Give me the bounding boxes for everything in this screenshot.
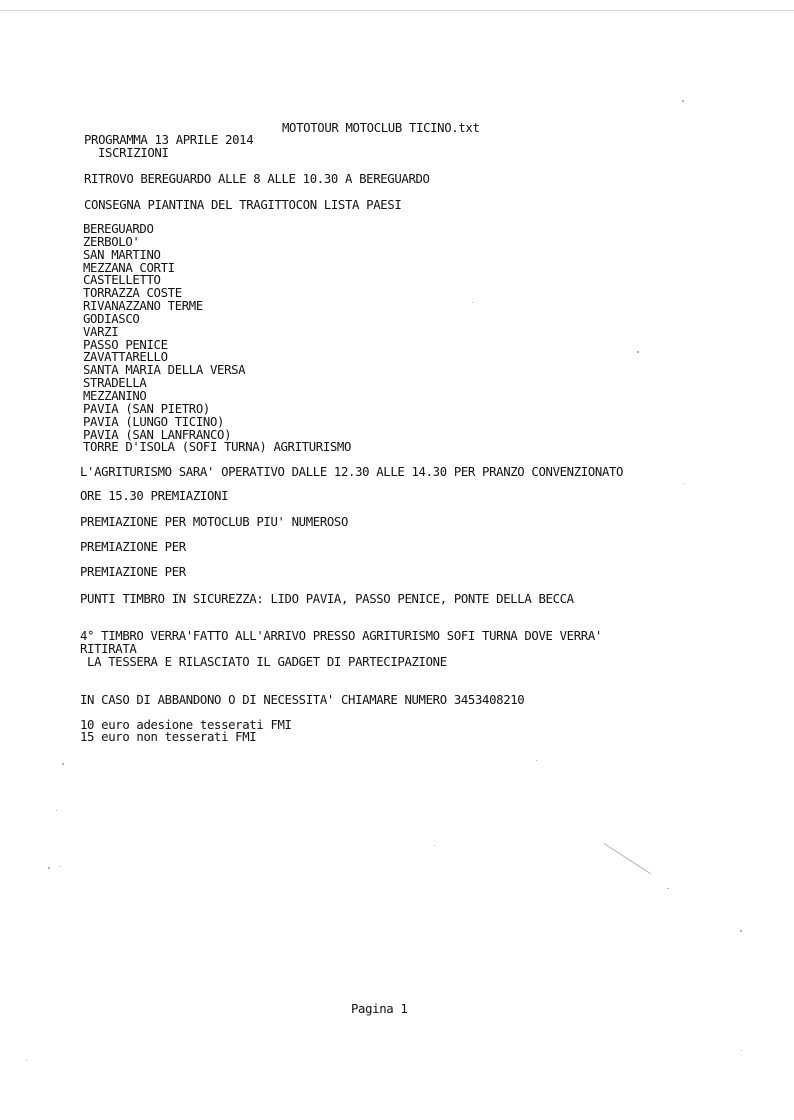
checkpoints-info: PUNTI TIMBRO IN SICUREZZA: LIDO PAVIA, PASSO PENICE, PONTE DELLA BECCA bbox=[80, 592, 574, 606]
fourth-stamp-line: 4° TIMBRO VERRA'FATTO ALL'ARRIVO PRESSO AGRITURISMO SOFI TURNA DOVE VERRA' bbox=[80, 629, 602, 643]
town-item: PAVIA (SAN PIETRO) bbox=[83, 401, 210, 416]
program-date: PROGRAMMA 13 APRILE 2014 bbox=[84, 133, 254, 147]
scan-scratch bbox=[604, 843, 652, 874]
town-item: RIVANAZZANO TERME bbox=[83, 299, 203, 314]
scan-speck bbox=[60, 866, 61, 867]
fee-non-member: 15 euro non tesserati FMI bbox=[80, 730, 257, 744]
town-item: PAVIA (LUNGO TICINO) bbox=[83, 414, 225, 429]
town-item: CASTELLETTO bbox=[83, 273, 161, 288]
town-item: PASSO PENICE bbox=[83, 337, 168, 352]
town-item: MEZZANINO bbox=[83, 388, 147, 403]
scan-speck bbox=[741, 1050, 742, 1051]
scan-speck bbox=[684, 483, 685, 484]
registrations-heading: ISCRIZIONI bbox=[98, 146, 169, 160]
scan-speck bbox=[434, 845, 435, 846]
scan-speck bbox=[536, 760, 537, 761]
award-line: PREMIAZIONE PER bbox=[80, 565, 186, 579]
town-item: GODIASCO bbox=[83, 311, 140, 326]
emergency-contact: IN CASO DI ABBANDONO O DI NECESSITA' CHIAMARE NUMERO 3453408210 bbox=[80, 693, 525, 707]
town-item: PAVIA (SAN LANFRANCO) bbox=[83, 427, 232, 442]
scan-speck bbox=[48, 867, 50, 869]
town-item: TORRAZZA COSTE bbox=[83, 286, 182, 301]
scan-speck bbox=[682, 100, 684, 102]
scan-speck bbox=[26, 1060, 27, 1061]
map-delivery-info: CONSEGNA PIANTINA DEL TRAGITTOCON LISTA PAESI bbox=[84, 198, 402, 212]
fee-member: 10 euro adesione tesserati FMI bbox=[80, 718, 292, 732]
scan-speck bbox=[62, 763, 64, 765]
meeting-info: RITROVO BEREGUARDO ALLE 8 ALLE 10.30 A BEREGUARDO bbox=[84, 172, 430, 186]
page-number: Pagina 1 bbox=[351, 1002, 408, 1016]
town-item: STRADELLA bbox=[83, 376, 147, 391]
town-item: SAN MARTINO bbox=[83, 247, 161, 262]
document-title: MOTOTOUR MOTOCLUB TICINO.txt bbox=[282, 121, 480, 135]
town-item: ZERBOLO' bbox=[83, 234, 140, 249]
scan-speck bbox=[667, 888, 669, 889]
agriturismo-info: L'AGRITURISMO SARA' OPERATIVO DALLE 12.30 ALLE 14.30 PER PRANZO CONVENZIONATO bbox=[80, 465, 624, 479]
fourth-stamp-line: LA TESSERA E RILASCIATO IL GADGET DI PARTECIPAZIONE bbox=[80, 655, 447, 669]
scan-speck bbox=[472, 302, 473, 303]
scan-speck bbox=[740, 930, 742, 932]
award-line: PREMIAZIONE PER MOTOCLUB PIU' NUMEROSO bbox=[80, 515, 349, 529]
town-item: SANTA MARIA DELLA VERSA bbox=[83, 363, 246, 378]
town-list bbox=[83, 223, 351, 454]
award-line: PREMIAZIONE PER bbox=[80, 540, 186, 554]
town-item: TORRE D'ISOLA (SOFI TURNA) AGRITURISMO bbox=[83, 440, 352, 455]
town-item: BEREGUARDO bbox=[83, 222, 154, 236]
town-item: ZAVATTARELLO bbox=[83, 350, 168, 365]
scan-speck bbox=[637, 351, 639, 353]
scan-speck bbox=[56, 810, 57, 811]
fourth-stamp-line: RITIRATA bbox=[80, 642, 137, 656]
town-item: MEZZANA CORTI bbox=[83, 260, 175, 275]
town-item: VARZI bbox=[83, 324, 119, 339]
awards-time: ORE 15.30 PREMIAZIONI bbox=[80, 489, 229, 503]
